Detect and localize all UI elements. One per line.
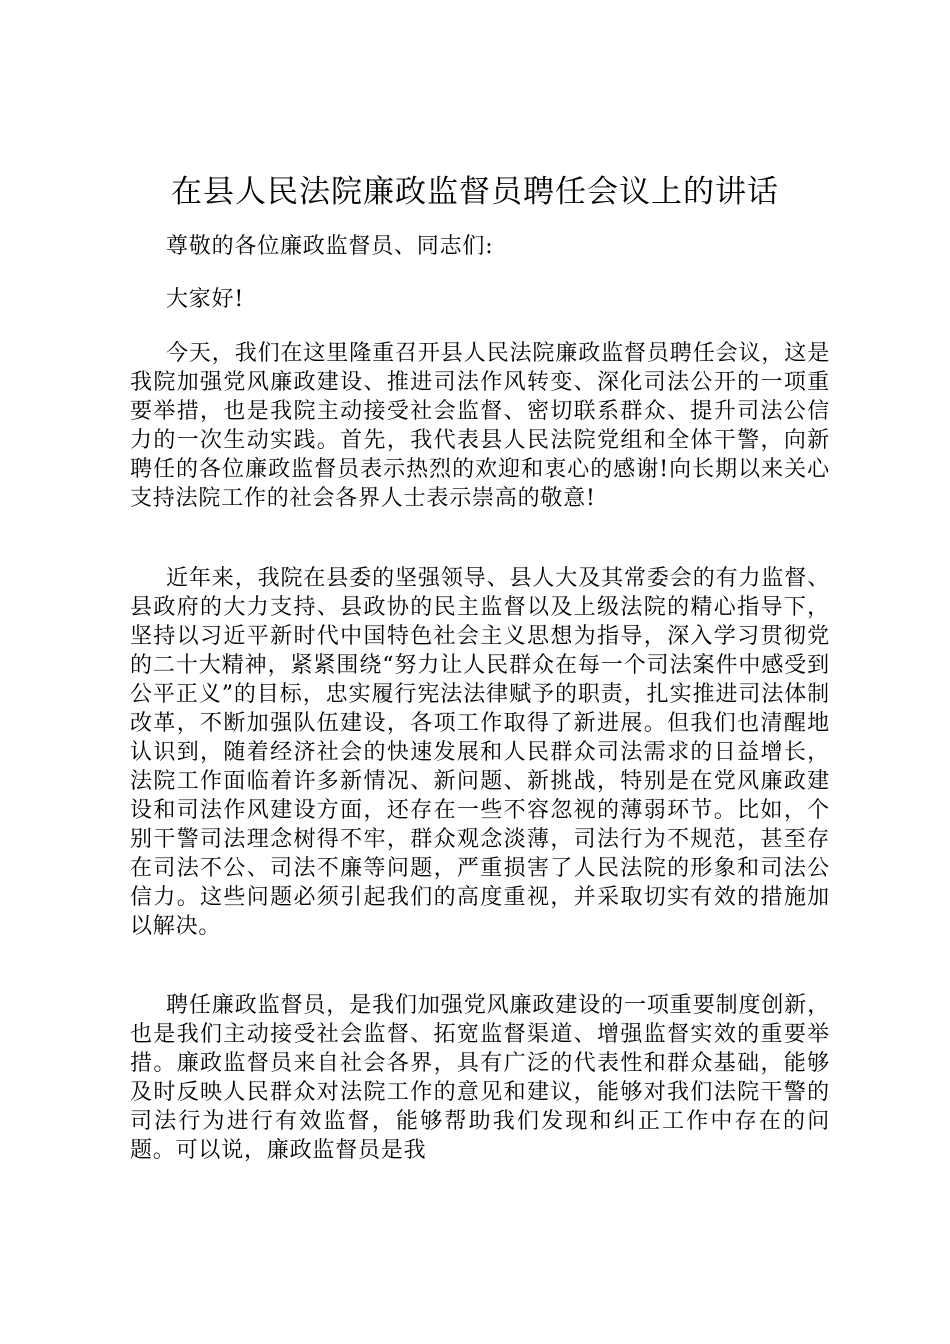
greeting: 大家好! — [166, 287, 245, 312]
paragraph-opening: 今天，我们在这里隆重召开县人民法院廉政监督员聘任会议，这是我院加强党风廉政建设、推进司法作风转变、深化司法公开的一项重要举措，也是我院主动接受社会监督、密切联系群众、提升司法公信力的一次生动实践。首先，我代表县人民法院党组和全体干警，向新聘任的各位廉政监督员表示热烈的欢迎和衷心的感谢!向长期以来关心支持法院工作的社会各界人士表示崇高的敬意! — [130, 341, 830, 511]
page-title: 在县人民法院廉政监督员聘任会议上的讲话 — [171, 174, 779, 210]
salutation: 尊敬的各位廉政监督员、同志们: — [166, 234, 494, 259]
paragraph-recent-years: 近年来，我院在县委的坚强领导、县人大及其常委会的有力监督、县政府的大力支持、县政协的民主监督以及上级法院的精心指导下，坚持以习近平新时代中国特色社会主义思想为指导，深入学习贯彻党的二十大精神，紧紧围绕“努力让人民群众在每一个司法案件中感受到公平正义”的目标，忠实履行宪法法律赋予的职责，扎实推进司法体制改革，不断加强队伍建设，各项工作取得了新进展。但我们也清醒地认识到，随着经济社会的快速发展和人民群众司法需求的日益增长，法院工作面临着许多新情况、新问题、新挑战，特别是在党风廉政建设和司法作风建设方面，还存在一些不容忽视的薄弱环节。比如，个别干警司法理念树得不牢，群众观念淡薄，司法行为不规范，甚至存在司法不公、司法不廉等问题，严重损害了人民法院的形象和司法公信力。这些问题必须引起我们的高度重视，并采取切实有效的措施加以解决。 — [130, 566, 830, 939]
paragraph-appointment: 聘任廉政监督员，是我们加强党风廉政建设的一项重要制度创新，也是我们主动接受社会监督、拓宽监督渠道、增强监督实效的重要举措。廉政监督员来自社会各界，具有广泛的代表性和群众基础，能够及时反映人民群众对法院工作的意见和建议，能够对我们法院干警的司法行为进行有效监督，能够帮助我们发现和纠正工作中存在的问题。可以说，廉政监督员是我 — [130, 993, 830, 1163]
